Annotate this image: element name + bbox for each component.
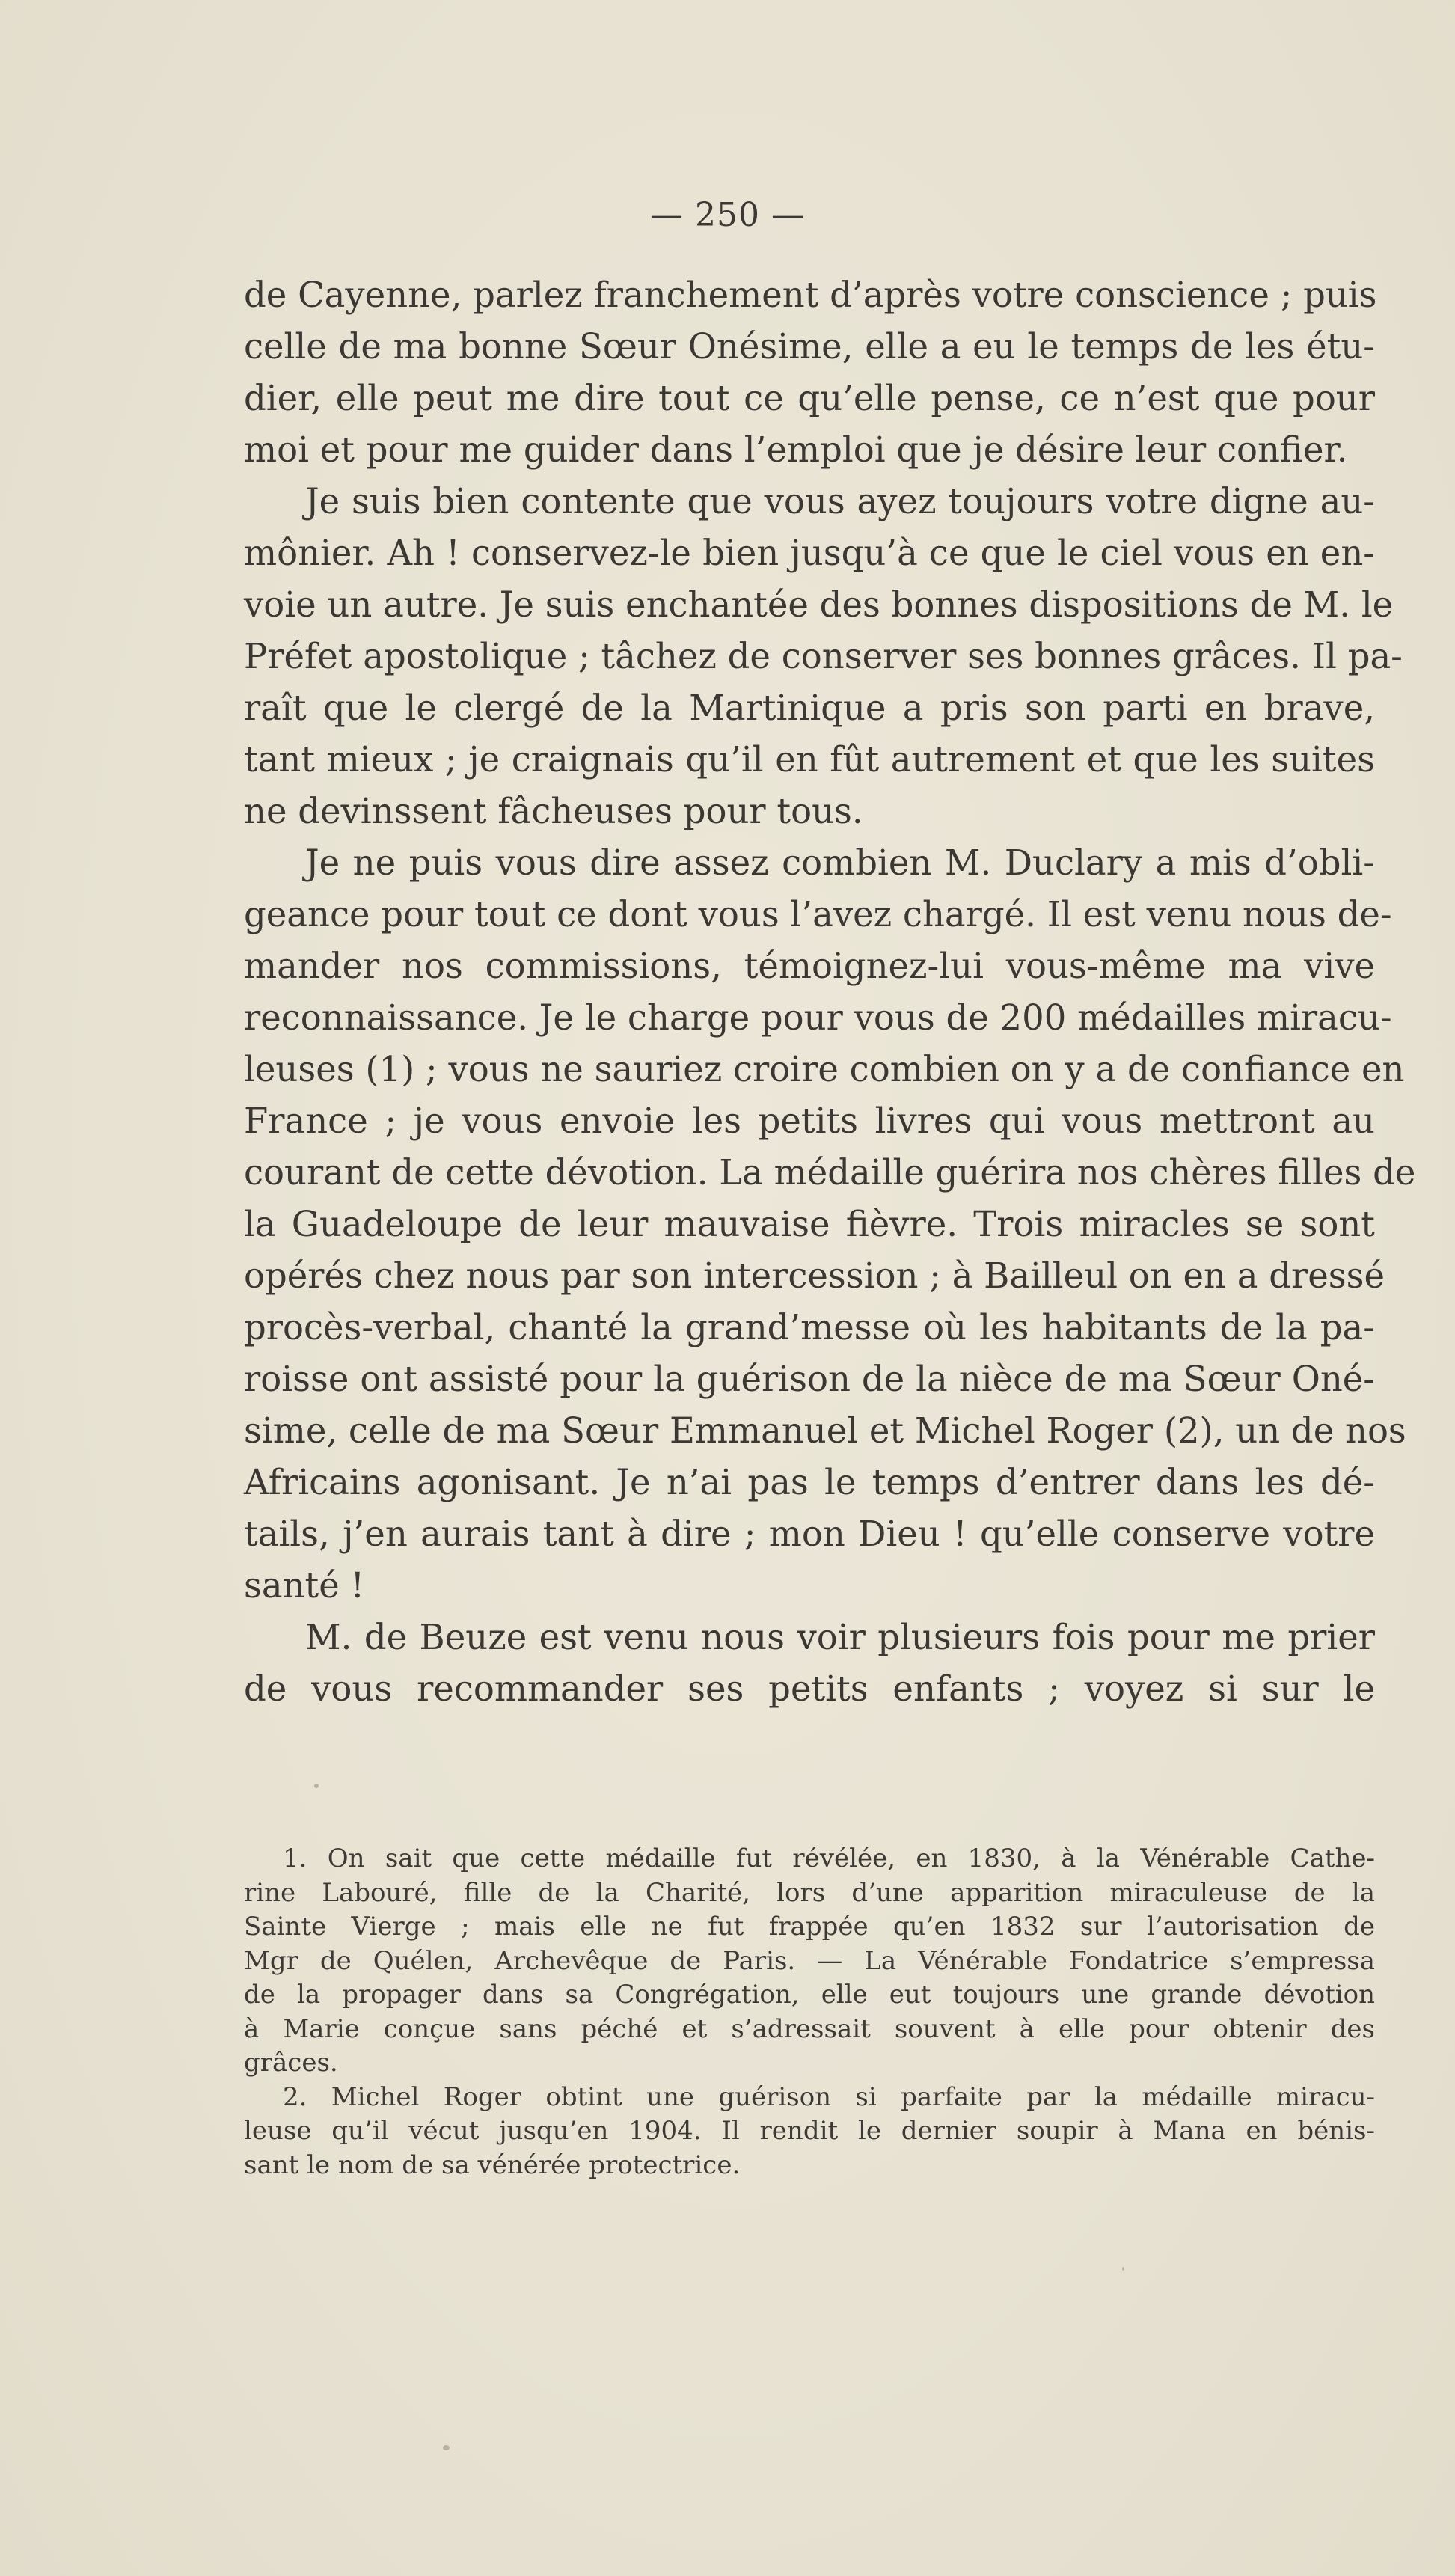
text-line: Je suis bien contente que vous ayez toujours votre digne au-	[305, 481, 1375, 521]
footnote-line: leuse qu’il vécut jusqu’en 1904. Il rendit le dernier soupir à Mana en bénis-	[244, 2116, 1375, 2146]
text-line: ne devinssent fâcheuses pour tous.	[244, 791, 863, 831]
text-line: M. de Beuze est venu nous voir plusieurs fois pour me prier	[305, 1617, 1375, 1657]
footnote-line: 2. Michel Roger obtint une guérison si parfaite par la médaille miracu-	[283, 2081, 1375, 2112]
text-line: roisse ont assisté pour la guérison de la nièce de ma Sœur Oné-	[244, 1359, 1375, 1399]
text-line: courant de cette dévotion. La médaille guérira nos chères filles de	[244, 1152, 1416, 1193]
text-line: sime, celle de ma Sœur Emmanuel et Michel Roger (2), un de nos	[244, 1410, 1406, 1451]
text-line: la Guadeloupe de leur mauvaise fièvre. Trois miracles se sont	[244, 1204, 1375, 1244]
footnote-line: grâces.	[244, 2048, 338, 2078]
paper-speck	[443, 2445, 450, 2450]
text-line: Je ne puis vous dire assez combien M. Duclary a mis d’obli-	[305, 842, 1375, 883]
main-text	[244, 269, 1416, 1715]
footnote-line: rine Labouré, fille de la Charité, lors d’une apparition miraculeuse de la	[244, 1877, 1375, 1908]
paper-speck	[1122, 2267, 1124, 2271]
text-line: procès-verbal, chanté la grand’messe où les habitants de la pa-	[244, 1307, 1375, 1347]
footnotes	[244, 1842, 1375, 2182]
text-line: dier, elle peut me dire tout ce qu’elle pense, ce n’est que pour	[244, 378, 1375, 418]
footnote-line: à Marie conçue sans péché et s’adressait souvent à elle pour obtenir des	[244, 2013, 1375, 2044]
text-line: mônier. Ah ! conservez-le bien jusqu’à ce que le ciel vous en en-	[244, 533, 1375, 573]
text-line: de Cayenne, parlez franchement d’après votre conscience ; puis	[244, 275, 1377, 315]
footnote-line: de la propager dans sa Congrégation, elle eut toujours une grande dévotion	[244, 1980, 1375, 2010]
text-line: France ; je vous envoie les petits livres qui vous mettront au	[244, 1101, 1375, 1141]
text-line: mander nos commissions, témoignez-lui vous-même ma vive	[244, 946, 1375, 986]
text-line: de vous recommander ses petits enfants ; voyez si sur le	[244, 1668, 1375, 1709]
text-line: tant mieux ; je craignais qu’il en fût autrement et que les suites	[244, 739, 1375, 780]
text-line: voie un autre. Je suis enchantée des bonnes dispositions de M. le	[244, 584, 1394, 625]
text-line: geance pour tout ce dont vous l’avez chargé. Il est venu nous de-	[244, 894, 1392, 934]
page-number: — 250 —	[650, 196, 805, 234]
footnote-line: sant le nom de sa vénérée protectrice.	[244, 2150, 741, 2180]
text-line: moi et pour me guider dans l’emploi que je désire leur confier.	[244, 429, 1348, 470]
footnote-line: Sainte Vierge ; mais elle ne fut frappée qu’en 1832 sur l’autorisation de	[244, 1912, 1375, 1942]
footnote-line: Mgr de Quélen, Archevêque de Paris. — La Vénérable Fondatrice s’empressa	[244, 1945, 1375, 1976]
text-line: Préfet apostolique ; tâchez de conserver ses bonnes grâces. Il pa-	[244, 636, 1403, 676]
text-line: opérés chez nous par son intercession ; à Bailleul on en a dressé	[244, 1255, 1385, 1296]
text-line: reconnaissance. Je le charge pour vous de 200 médailles miracu-	[244, 997, 1392, 1038]
text-line: celle de ma bonne Sœur Onésime, elle a eu le temps de les étu-	[244, 326, 1375, 367]
footnote-line: 1. On sait que cette médaille fut révélée, en 1830, à la Vénérable Cathe-	[283, 1844, 1375, 1873]
text-line: tails, j’en aurais tant à dire ; mon Dieu ! qu’elle conserve votre	[244, 1514, 1375, 1554]
text-line: raît que le clergé de la Martinique a pris son parti en brave,	[244, 688, 1375, 728]
paper-speck	[314, 1784, 319, 1788]
text-line: Africains agonisant. Je n’ai pas le temps d’entrer dans les dé-	[244, 1462, 1375, 1502]
text-line: santé !	[244, 1565, 365, 1606]
text-line: leuses (1) ; vous ne sauriez croire combien on y a de confiance en	[244, 1049, 1405, 1089]
